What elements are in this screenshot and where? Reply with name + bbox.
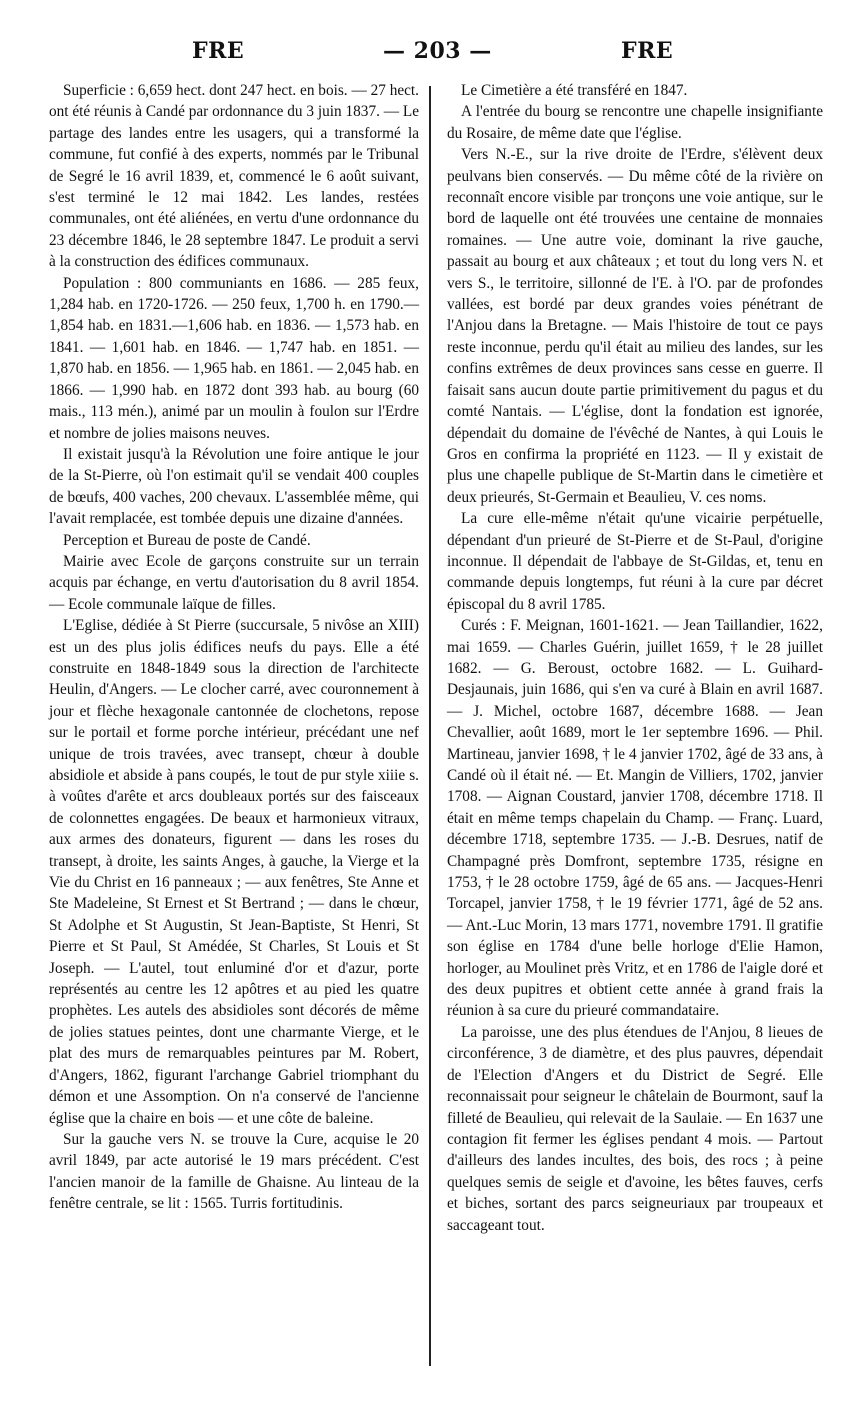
right-column — [447, 80, 823, 1236]
paragraph-cimetiere: Le Cimetière a été transféré en 1847. — [461, 82, 688, 99]
column-divider — [429, 86, 431, 1366]
page-number: — 203 — — [383, 38, 492, 64]
running-head-left: FRE — [192, 38, 245, 64]
paragraph-cure: Sur la gauche vers N. se trouve la Cure, acquise le 20 avril 1849, par acte autorisé le 19 mars précédent. C'est l'ancien manoir de la famille de Ghaisne. Au linteau de la fenêtre centrale, se lit : 1565. Turris fortitudinis. — [49, 1130, 419, 1213]
paragraph-vicairie: La cure elle-même n'était qu'une vicairie perpétuelle, dépendant d'un prieuré de St-Pierre et de St-Paul, d'origine inconnue. Il dépendait de l'abbaye de St-Gildas, et, tenu en commande depuis longtemps, fut réuni à la cure par décret épiscopal du 8 avril 1785. — [447, 510, 823, 613]
paragraph-paroisse: La paroisse, une des plus étendues de l'Anjou, 8 lieues de circonférence, 3 de diamètre, et des plus pauvres, dépendait de l'Election d'Angers et du District de Segré. Elle reconnaissait pour seigneur le châtelain de Bourmont, sauf la filleté de Beaulieu, qui relevait de la Saulaie. — En 1637 une contagion fit fermer les églises pendant 4 mois. — Partout d'ailleurs des landes incultes, des bois, des rocs ; à peine quelques semis de seigle et d'avoine, les bêtes fauves, cerfs et biches, sortant des parcs seigneuriaux par troupeaux et saccageant tout. — [447, 1023, 823, 1234]
paragraph-superficie: Superficie : 6,659 hect. dont 247 hect. en bois. — 27 hect. ont été réunis à Candé par ordonnance du 3 juin 1837. — Le partage des landes entre les usagers, qui a transformé la commune, fut confié à des experts, nommés par le Tribunal de Segré le 16 avril 1839, et, commencé le 6 août suivant, s'est terminé le 12 mai 1842. Les landes, restées communales, ont été aliénées, en vertu d'une ordonnance du 23 décembre 1846, le 28 septembre 1847. Le produit a servi à la construction des édifices communaux. — [49, 82, 419, 271]
paragraph-mairie: Mairie avec Ecole de garçons construite sur un terrain acquis par échange, en vertu d'autorisation du 8 avril 1854. — Ecole communale laïque de filles. — [49, 552, 419, 613]
running-head-right: FRE — [621, 38, 674, 64]
left-column — [49, 80, 419, 1215]
paragraph-histoire: Vers N.-E., sur la rive droite de l'Erdre, s'élèvent deux peulvans bien conservés. — Du même côté de la rivière on reconnaît encore visible par tronçons une voie antique, sur le bord de laquelle ont été trouvées une centaine de monnaies romaines. — Une autre voie, dominant la rive gauche, passait au bourg et aux châteaux ; et tout du long vers N. et vers S., le territoire, sillonné de l'E. à l'O. par de profondes vallées, est bordé par deux grandes voies pénétrant de l'Anjou dans la Bretagne. — Mais l'histoire de tout ce pays reste inconnue, perdu qu'il était au milieu des landes, sur les confins extrêmes de deux provinces sans cesse en guerre. Il faisait sans aucun doute partie primitivement du pagus et du comté Nantais. — L'église, dont la fondation est ignorée, dépendait du domaine de l'évêché de Nantes, à qui Louis le Gros en confirma la propriété en 1123. — Il y existait de plus une chapelle publique de St-Martin dans le cimetière et deux prieurés, St-Germain et Beaulieu, V. ces noms. — [447, 146, 823, 506]
page-header — [0, 38, 867, 78]
paragraph-eglise: L'Eglise, dédiée à St Pierre (succursale, 5 nivôse an XIII) est un des plus jolis édifices neufs du pays. Elle a été construite en 1848-1849 sous la direction de l'architecte Heulin, d'Angers. — Le clocher carré, avec couronnement à jour et flèche hexagonale cantonnée de clochetons, repose sur le portail et forme porche intérieur, précédant une nef unique de trois travées, avec transept, chœur à double absidiole et abside à pans coupés, le tout de pur style xiiie s. à voûtes d'arête et arcs doubleaux portés sur des faisceaux de colonnettes engagées. De beaux et harmonieux vitraux, aux armes des donateurs, figurent — dans les roses du transept, à droite, les saints Anges, à gauche, la Vierge et la Vie du Christ en 16 panneaux ; — aux fenêtres, Ste Anne et Ste Madeleine, St Ernest et St Bertrand ; — dans le chœur, St Adolphe et St Augustin, St Jean-Baptiste, St Henri, St Pierre et St Paul, St Amédée, St Charles, St Louis et St Joseph. — L'autel, tout enluminé d'or et d'azur, porte représentés au centre les 12 apôtres et au pied les quatre prophètes. Les autels des absidioles sont décorés de même de jolies statues peintes, dont une charmante Vierge, et le plat des murs de remarquables peintures par M. Robert, d'Angers, 1862, figurant l'archange Gabriel triomphant du démon et une Assomption. On n'a conservé de l'ancienne église que la chaire en bois — et une côte de baleine. — [49, 617, 419, 1127]
paragraph-population: Population : 800 communiants en 1686. — 285 feux, 1,284 hab. en 1720-1726. — 250 feux, 1,700 h. en 1790.—1,854 hab. en 1831.—1,606 hab. en 1836. — 1,573 hab. en 1841. — 1,601 hab. en 1846. — 1,747 hab. en 1851. — 1,870 hab. en 1856. — 1,965 hab. en 1861. — 2,045 hab. en 1866. — 1,990 hab. en 1872 dont 393 hab. au bourg (60 mais., 113 mén.), animé par un moulin à foulon sur l'Erdre et nombre de jolies maisons neuves. — [49, 274, 419, 442]
paragraph-foire: Il existait jusqu'à la Révolution une foire antique le jour de la St-Pierre, où l'on estimait qu'il se vendait 400 couples de bœufs, 400 vaches, 200 chevaux. L'assemblée même, qui l'avait remplacée, est tombée depuis une dizaine d'années. — [49, 445, 419, 528]
paragraph-chapelle: A l'entrée du bourg se rencontre une chapelle insignifiante du Rosaire, de même date que l'église. — [447, 103, 823, 142]
paragraph-cures: Curés : F. Meignan, 1601-1621. — Jean Taillandier, 1622, mai 1659. — Charles Guérin, juillet 1659, † le 28 juillet 1682. — G. Beroust, octobre 1682. — L. Guihard-Desjaunais, juin 1686, qui s'en va curé à Blain en avril 1687. — J. Michel, octobre 1687, décembre 1688. — Jean Chevallier, août 1689, mort le 1er septembre 1696. — Phil. Martineau, janvier 1698, † le 4 janvier 1702, âgé de 33 ans, à Candé où il était né. — Et. Mangin de Villiers, 1702, janvier 1708. — Aignan Coustard, janvier 1708, décembre 1718. Il était en même temps chapelain du Champ. — Franç. Luard, décembre 1718, septembre 1735. — J.-B. Desrues, natif de Champagné près Domfront, septembre 1735, résigne en 1753, † le 28 octobre 1759, âgé de 65 ans. — Jacques-Henri Torcapel, janvier 1758, † le 19 février 1771, âgé de 52 ans. — Ant.-Luc Morin, 13 mars 1771, novembre 1791. Il gratifie son église en 1784 d'une belle horloge d'Elie Hamon, horloger, au Moulinet près Vritz, et en 1786 de l'aigle doré et des deux pupitres et obtient cette année à grand frais la réunion à sa cure du prieuré commandataire. — [447, 617, 823, 1020]
paragraph-perception: Perception et Bureau de poste de Candé. — [63, 531, 311, 549]
